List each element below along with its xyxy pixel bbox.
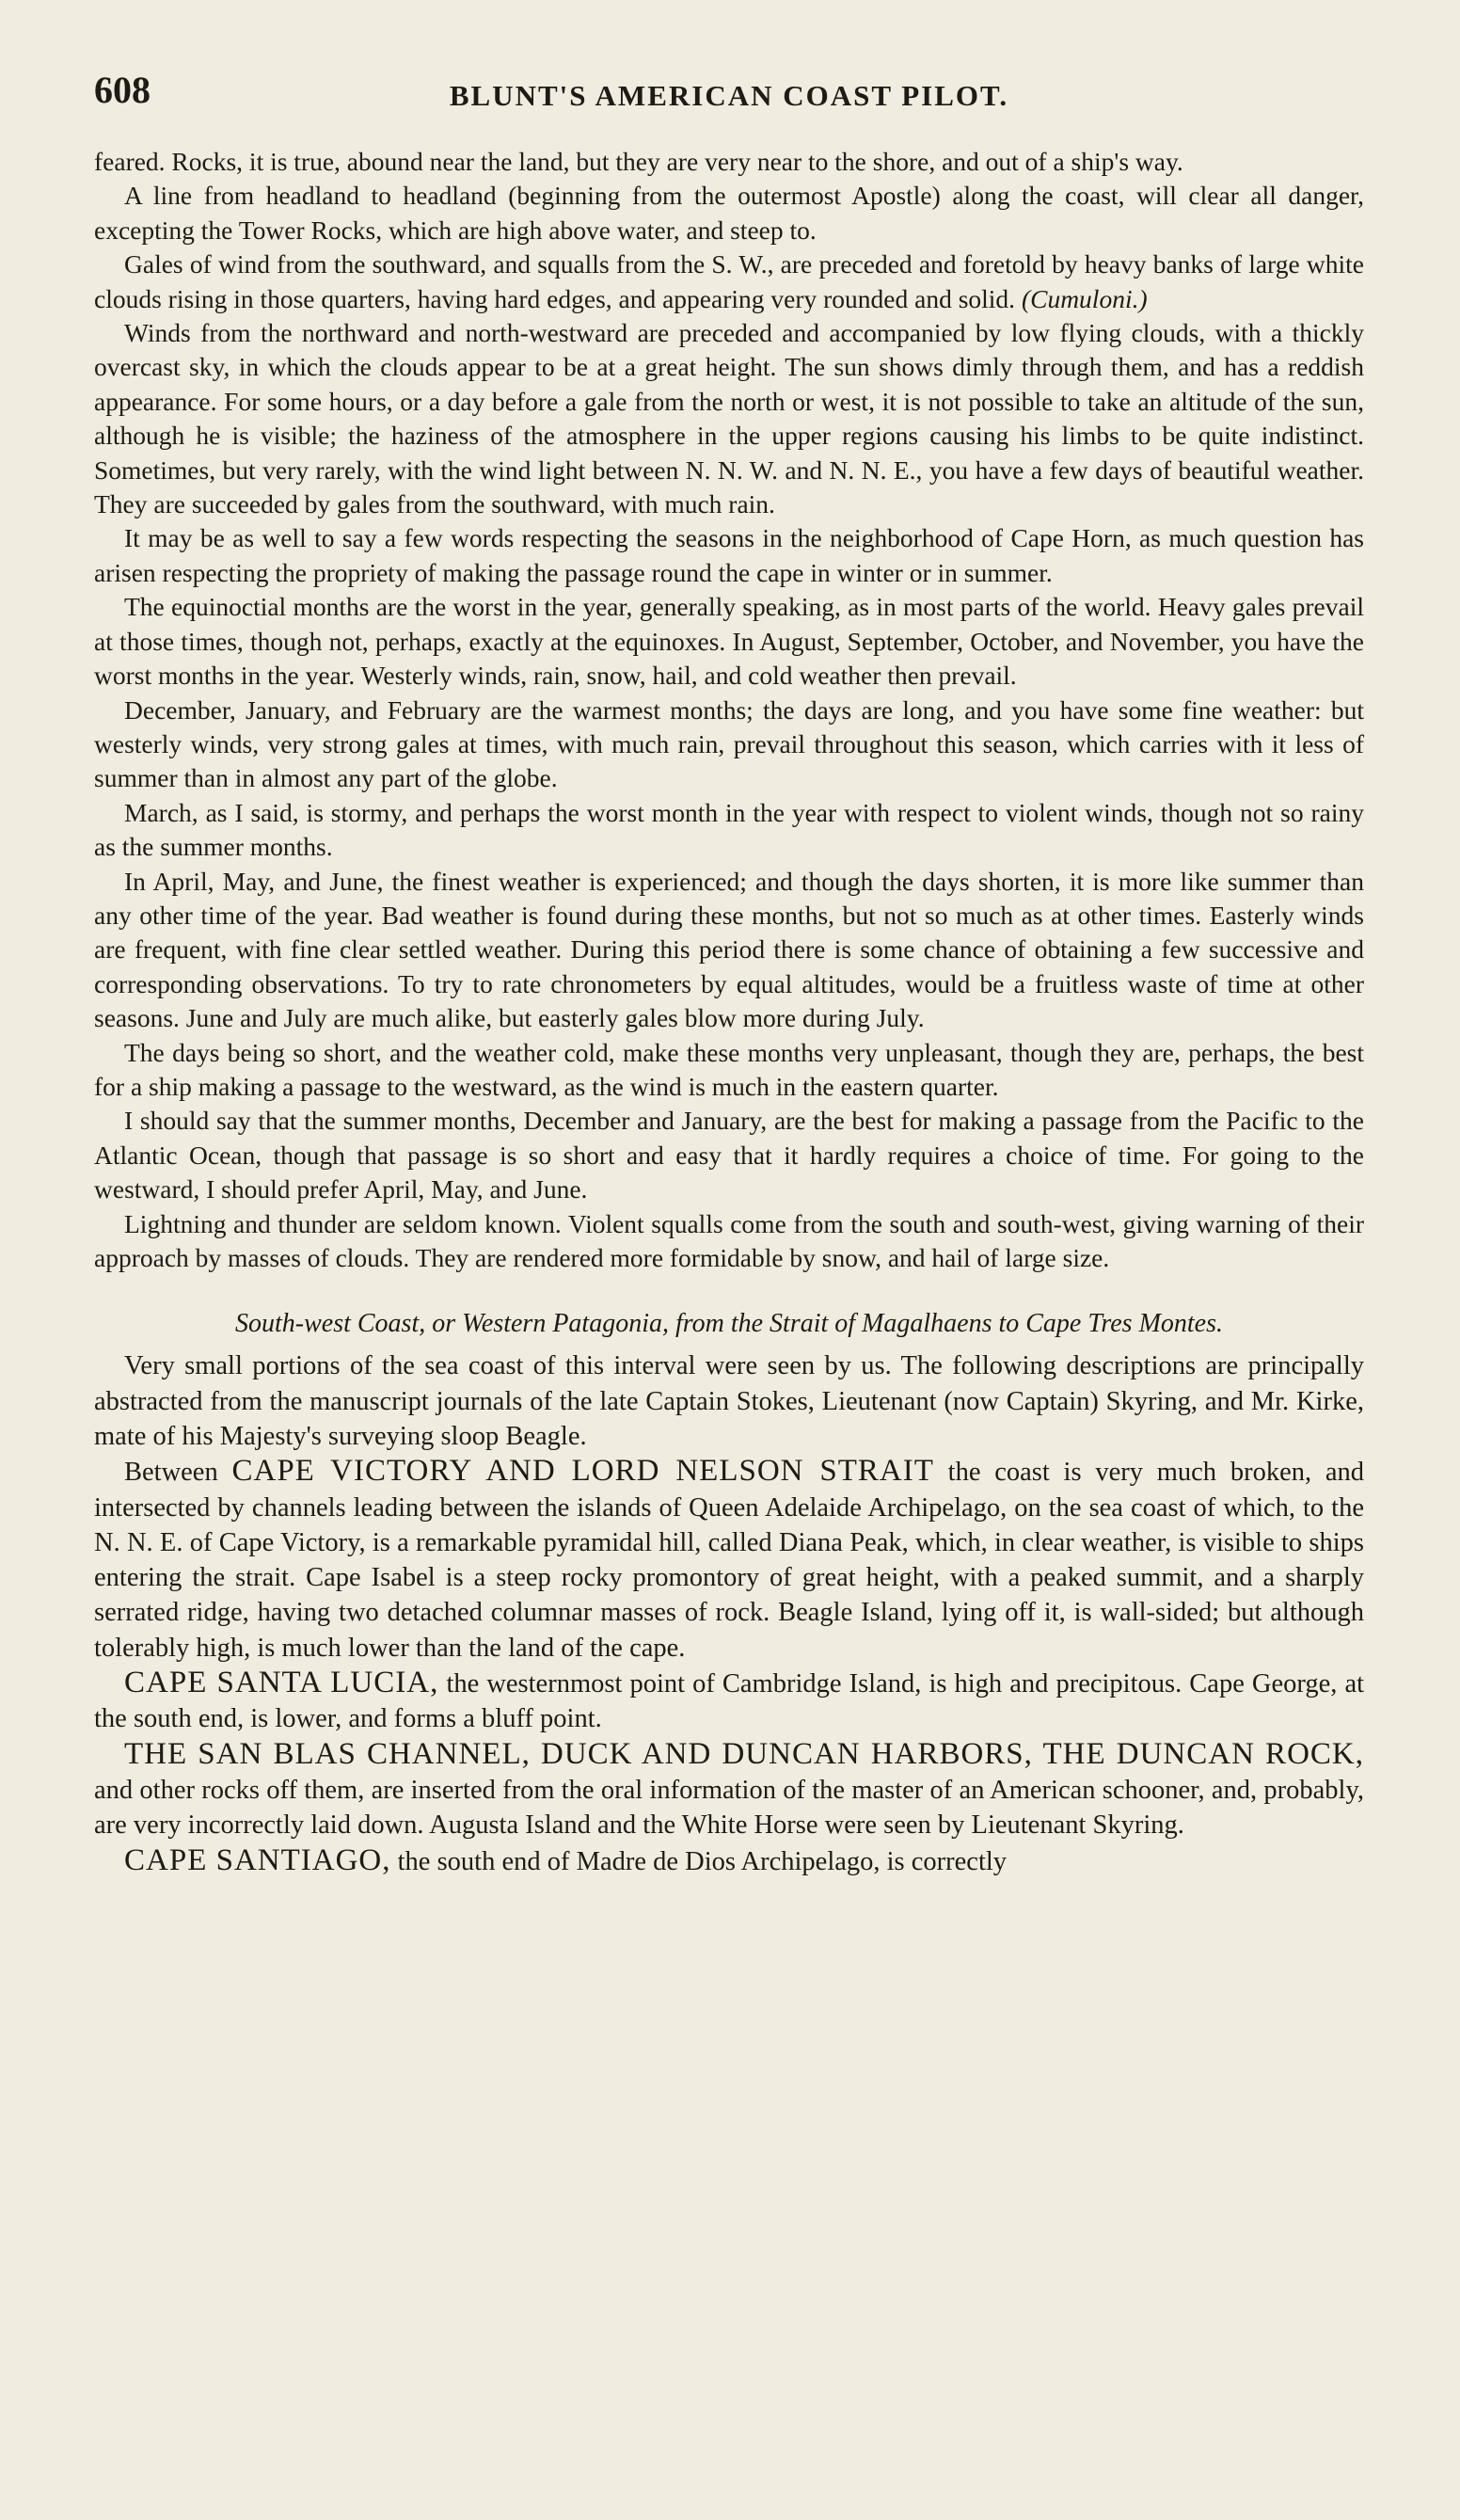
paragraph-text: and other rocks off them, are inserted from the oral information of the master of an American schooner, and, probably, are very incorrectly laid down. Augusta Island and the White Horse were seen by Lieutenant Skyring.	[94, 1775, 1364, 1841]
place-name-caps: CAPE VICTORY AND LORD NELSON STRAIT	[231, 1454, 934, 1489]
paragraph: The equinoctial months are the worst in the year, generally speaking, as in most parts of the world. Heavy gales prevail at those times, though not, perhaps, exactly at the equinoxes. In August, September, October, and November, you have the worst months in the year. Westerly winds, rain, snow, hail, and cold weather then prevail.	[94, 592, 1364, 691]
lead-text: Between	[124, 1458, 218, 1488]
paragraph: March, as I said, is stormy, and perhaps the worst month in the year with respect to violent winds, though not so rainy as the summer months.	[94, 797, 1364, 862]
place-name-caps: CAPE SANTIAGO,	[124, 1842, 391, 1877]
paragraph: In April, May, and June, the finest weather is experienced; and though the days shorten, it is more like summer than any other time of the year. Bad weather is found during these months, but not so much as at other times. Easterly winds are frequent, with fine clear settled weather. During this period there is some chance of obtaining a few successive and corresponding observations. To try to rate chronometers by equal altitudes, would be a fruitless waste of time at other seasons. June and July are much alike, but easterly gales blow more during July.	[94, 866, 1364, 1033]
paragraph-text: the south end of Madre de Dios Archipelago, is correctly	[397, 1846, 1008, 1876]
paragraph-text: Gales of wind from the southward, and squalls from the S. W., are preceded and foretold by heavy banks of large white clouds rising in those quarters, having hard edges, and appearing very rounded and solid.	[94, 249, 1364, 313]
paragraph: December, January, and February are the warmest months; the days are long, and you have some fine weather: but westerly winds, very strong gales at times, with much rain, prevail throughout this season, which carries with it less of summer than in almost any part of the globe.	[94, 694, 1364, 793]
paragraph-text: the coast is very much broken, and intersected by channels leading between the islands of Queen Adelaide Archipelago, on the sea coast of which, to the N. N. E. of Cape Victory, is a remarkable pyramidal hill, called Diana Peak, which, in clear weather, is visible to ships entering the strait. Cape Isabel is a steep rocky promontory of great height, with a peaked summit, and a sharply serrated ridge, having two detached columnar masses of rock. Beagle Island, lying off it, is wall-sided; but although tolerably high, is much lower than the land of the cape.	[94, 1458, 1365, 1663]
paragraph: A line from headland to headland (beginning from the outermost Apostle) along the coast, will clear all danger, excepting the Tower Rocks, which are high above water, and steep to.	[94, 181, 1364, 245]
paragraph	[94, 1666, 1364, 1737]
running-head: BLUNT'S AMERICAN COAST PILOT.	[449, 79, 1009, 112]
paragraph	[94, 1843, 1364, 1879]
paragraph: The days being so short, and the weather cold, make these months very unpleasant, though they are, perhaps, the best for a ship making a passage to the westward, as the wind is much in the eastern quarter.	[94, 1037, 1364, 1101]
paragraph: I should say that the summer months, December and January, are the best for making a passage from the Pacific to the Atlantic Ocean, though that passage is so short and easy that it hardly requires a choice of time. For going to the westward, I should prefer April, May, and June.	[94, 1106, 1364, 1204]
paragraph: Winds from the northward and north-westward are preceded and accompanied by low flying clouds, with a thickly overcast sky, in which the clouds appear to be at a great height. The sun shows dimly through them, and has a reddish appearance. For some hours, or a day before a gale from the north or west, it is not possible to take an altitude of the sun, although he is visible; the haziness of the atmosphere in the upper regions causing his limbs to be quite indistinct. Sometimes, but very rarely, with the wind light between N. N. W. and N. N. E., you have a few days of beautiful weather. They are succeeded by gales from the southward, with much rain.	[94, 318, 1364, 519]
section-text	[94, 1348, 1364, 1878]
paragraph	[94, 1454, 1364, 1666]
place-name-caps: THE SAN BLAS CHANNEL, DUCK AND DUNCAN HARBORS, THE DUNCAN ROCK,	[124, 1736, 1364, 1771]
paragraph: feared. Rocks, it is true, abound near the land, but they are very near to the shore, and out of a ship's way.	[94, 147, 1183, 176]
cumulus-note: (Cumuloni.)	[1021, 283, 1148, 313]
book-page	[94, 68, 1364, 1879]
body-text	[94, 145, 1364, 1275]
paragraph: Very small portions of the sea coast of this interval were seen by us. The following descriptions are principally abstracted from the manuscript journals of the late Captain Stokes, Lieutenant (now Captain) Skyring, and Mr. Kirke, mate of his Majesty's surveying sloop Beagle.	[94, 1351, 1364, 1451]
page-header	[94, 68, 1364, 128]
paragraph: Lightning and thunder are seldom known. Violent squalls come from the south and south-west, giving warning of their approach by masses of clouds. They are rendered more formidable by snow, and hail of large size.	[94, 1208, 1364, 1272]
paragraph: It may be as well to say a few words respecting the seasons in the neighborhood of Cape Horn, as much question has arisen respecting the propriety of making the passage round the cape in winter or in summer.	[94, 523, 1364, 587]
paragraph	[94, 247, 1364, 316]
section-heading: South-west Coast, or Western Patagonia, from the Strait of Magalhaens to Cape Tres Montes.	[235, 1309, 1223, 1339]
paragraph-text: the westernmost point of Cambridge Island, is high and precipitous. Cape George, at the south end, is lower, and forms a bluff point.	[94, 1669, 1365, 1734]
page-number: 608	[94, 69, 151, 111]
paragraph	[94, 1737, 1364, 1843]
place-name-caps: CAPE SANTA LUCIA,	[124, 1666, 439, 1700]
